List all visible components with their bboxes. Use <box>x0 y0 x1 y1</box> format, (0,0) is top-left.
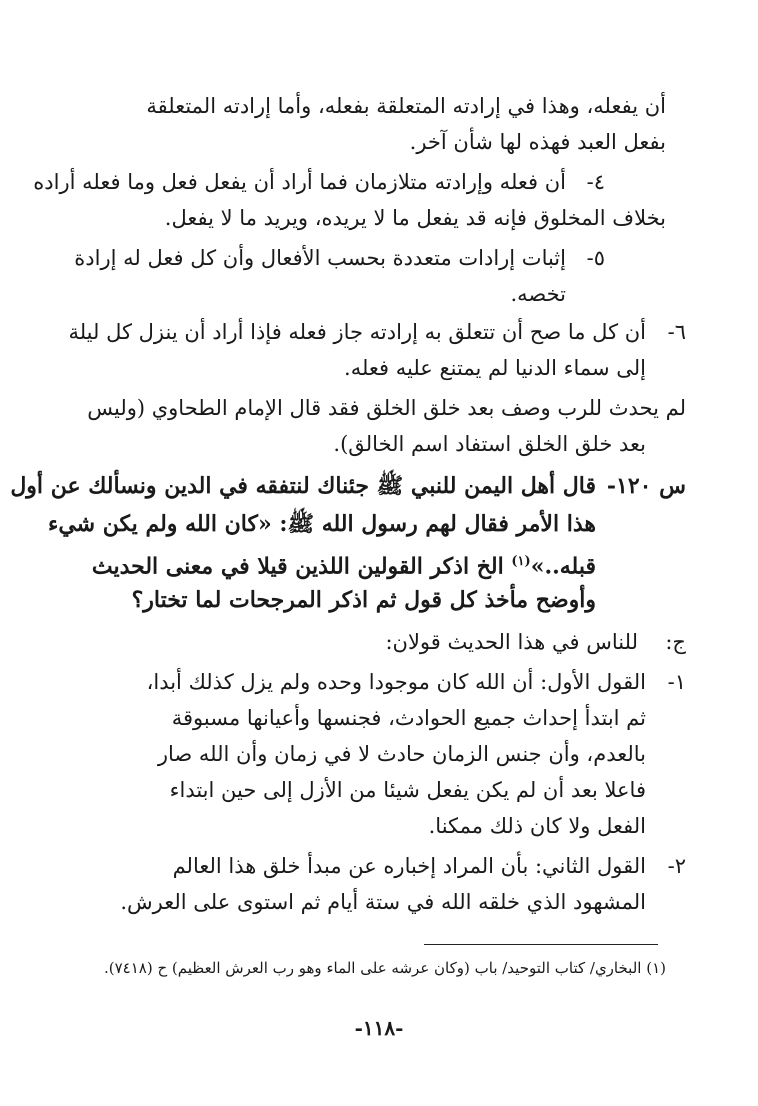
question-text: الخ اذكر القولين اللذين قيلا في معنى الحديث <box>91 553 512 580</box>
question-line: هذا الأمر فقال لهم رسول الله ﷺ: «كان الله ولم يكن شيء <box>48 511 596 537</box>
footnote: (١) البخاري/ كتاب التوحيد/ باب (وكان عرشه على الماء وهو رب العرش العظيم) ح (٧٤١٨). <box>103 959 666 977</box>
list-number: ١- <box>667 670 686 694</box>
list-item-line: ثم ابتدأ إحداث جميع الحوادث، فجنسها وأعيانها مسبوقة <box>171 706 646 730</box>
question-line <box>92 544 596 584</box>
paragraph-line: أن يفعله، وهذا في إرادته المتعلقة بفعله، وأما إرادته المتعلقة <box>146 94 666 118</box>
question-line: وأوضح مأخذ كل قول ثم اذكر المرجحات لما تختار؟ <box>131 587 596 613</box>
list-item-line: بالعدم، وأن جنس الزمان حادث لا في زمان وأن الله صار <box>157 742 646 766</box>
list-item-line: بخلاف المخلوق فإنه قد يفعل ما لا يريده، ويريد ما لا يفعل. <box>164 206 666 230</box>
list-item-line: إثبات إرادات متعددة بحسب الأفعال وأن كل فعل له إرادة <box>74 246 566 270</box>
question-text: قبله..» <box>530 553 596 580</box>
list-item-line: الفعل ولا كان ذلك ممكنا. <box>428 814 646 838</box>
list-item-line: تخصه. <box>510 282 566 306</box>
question-number: س ١٢٠- <box>606 473 686 499</box>
footnote-divider <box>424 944 658 945</box>
footnote-ref: (١) <box>511 554 531 569</box>
list-item-line: إلى سماء الدنيا لم يمتنع عليه فعله. <box>344 356 646 380</box>
answer-intro: للناس في هذا الحديث قولان: <box>385 630 638 654</box>
paragraph-line: بفعل العبد فهذه لها شأن آخر. <box>409 130 666 154</box>
list-item-line: أن كل ما صح أن تتعلق به إرادته جاز فعله فإذا أراد أن ينزل كل ليلة <box>68 320 646 344</box>
paragraph-line: لم يحدث للرب وصف بعد خلق الخلق فقد قال الإمام الطحاوي (وليس <box>87 396 686 420</box>
list-number: ٦- <box>667 320 686 344</box>
list-item-line: القول الثاني: بأن المراد إخباره عن مبدأ خلق هذا العالم <box>172 854 646 878</box>
paragraph-line: بعد خلق الخلق استفاد اسم الخالق). <box>333 432 646 456</box>
list-number: ٤- <box>586 170 605 194</box>
list-item-line: أن فعله وإرادته متلازمان فما أراد أن يفعل فعل وما فعله أراده <box>33 170 566 194</box>
list-item-line: فاعلا بعد أن لم يكن يفعل شيئا من الأزل إلى حين ابتداء <box>169 778 646 802</box>
page-number: -١١٨- <box>354 1016 404 1040</box>
list-item-line: المشهود الذي خلقه الله في ستة أيام ثم استوى على العرش. <box>120 890 646 914</box>
question-line: قال أهل اليمن للنبي ﷺ جئناك لنتفقه في الدين ونسألك عن أول <box>10 473 596 499</box>
list-number: ٥- <box>586 246 605 270</box>
list-item-line: القول الأول: أن الله كان موجودا وحده ولم يزل كذلك أبدا، <box>146 670 646 694</box>
list-number: ٢- <box>667 854 686 878</box>
answer-label: ج: <box>665 630 686 654</box>
